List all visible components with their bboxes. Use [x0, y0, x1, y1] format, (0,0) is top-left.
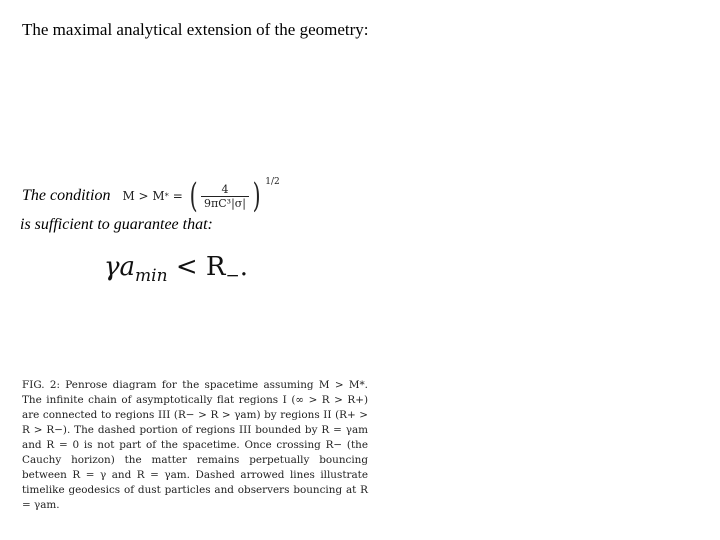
result-sub: min [135, 266, 168, 286]
condition-equation [122, 176, 280, 216]
sufficient-text: is sufficient to guarantee that: [20, 216, 213, 233]
condition-exponent: 1/2 [265, 177, 280, 187]
result-rest: < R [167, 252, 226, 282]
condition-label: The condition [22, 187, 111, 204]
result-gamma: γa [104, 252, 136, 282]
result-equation [104, 252, 248, 286]
fraction-numerator: 4 [221, 182, 229, 196]
condition-lhs-sub: * [164, 191, 169, 201]
right-paren: ) [252, 176, 261, 216]
fraction-denominator: 9πC³|σ| [201, 196, 249, 210]
condition-fraction [201, 183, 249, 210]
page-heading: The maximal analytical extension of the geometry: [22, 20, 369, 39]
condition-eq-sign: = [172, 189, 183, 203]
result-rest-sub: − [225, 266, 240, 286]
result-end: . [239, 252, 248, 282]
condition-row [22, 176, 280, 216]
left-paren: ( [189, 176, 198, 216]
condition-lhs: M > M [122, 189, 165, 203]
figure-caption: FIG. 2: Penrose diagram for the spacetime assuming M > M*. The infinite chain of asymptotically flat regions I (∞ > R > R+) are connected to regions III (R− > R > γam) by regions II (R+ > R > R−). The dashed portion of regions III bounded by R = γam and R = 0 is not part of the spacetime. Once crossing R− (the Cauchy horizon) the matter remains perpetually bouncing between R = γ and R = γam. Dashed arrowed lines illustrate timelike geodesics of dust particles and observers bouncing at R = γam. [22, 379, 368, 511]
